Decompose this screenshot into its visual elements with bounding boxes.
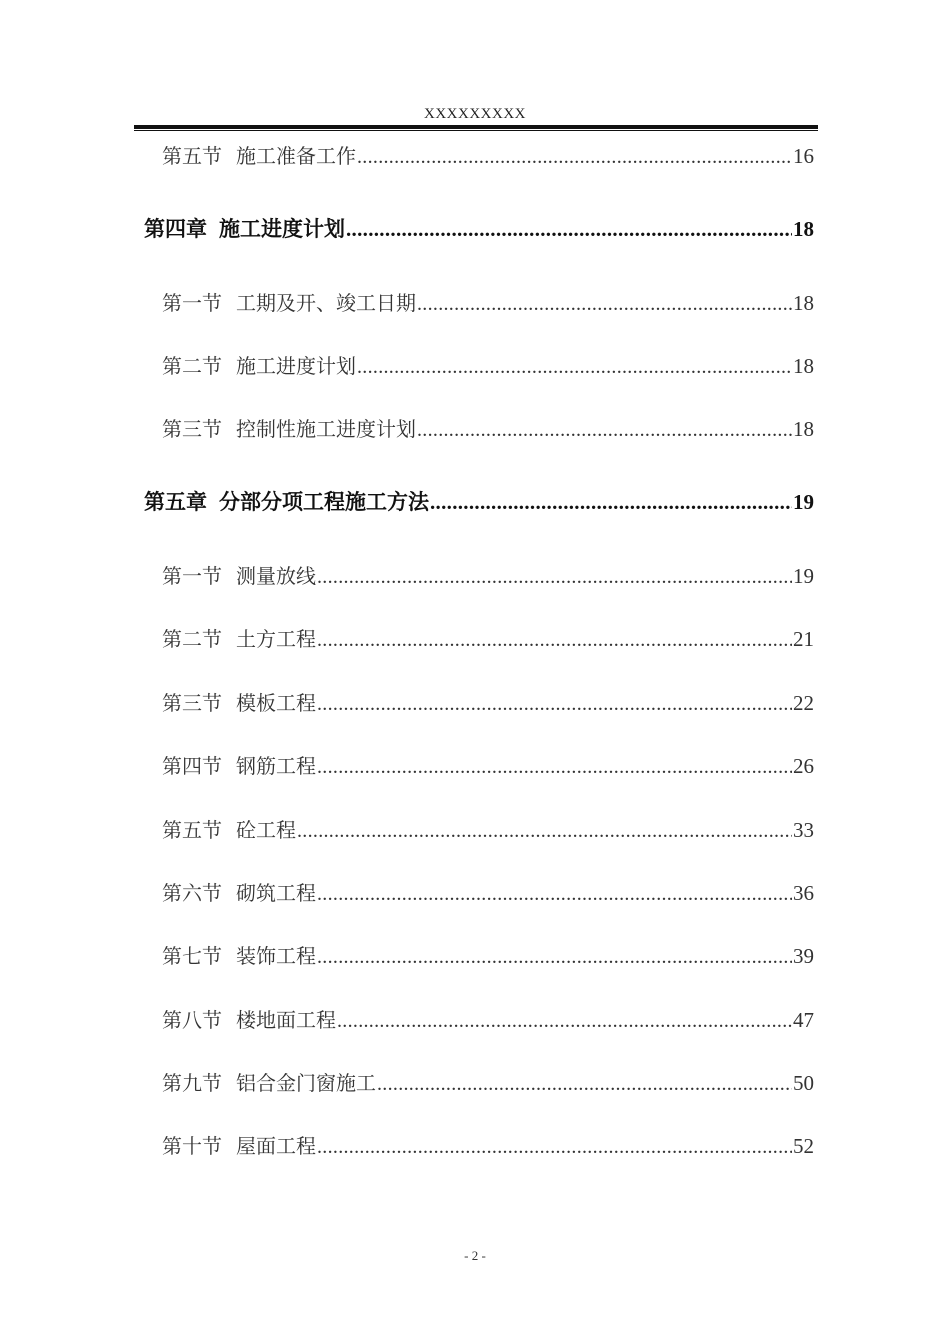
toc-leader-dots bbox=[430, 487, 792, 517]
toc-entry-title: 分部分项工程施工方法 bbox=[219, 489, 429, 514]
toc-entry-page: 19 bbox=[793, 490, 814, 514]
toc-leader-dots bbox=[357, 352, 792, 382]
toc-entry-title: 钢筋工程 bbox=[236, 754, 316, 778]
toc-entry-number: 第五章 bbox=[144, 489, 207, 514]
toc-entry-page: 47 bbox=[793, 1008, 814, 1032]
toc-entry-title: 施工进度计划 bbox=[219, 216, 345, 241]
toc-leader-dots bbox=[317, 625, 792, 655]
toc-chapter-entry[interactable] bbox=[144, 487, 814, 517]
toc-leader-dots bbox=[377, 1069, 792, 1099]
toc-entry[interactable] bbox=[162, 624, 814, 654]
toc-leader-dots bbox=[317, 752, 792, 782]
toc-entry-number: 第十节 bbox=[162, 1134, 222, 1158]
toc-entry-number: 第五节 bbox=[162, 818, 222, 842]
toc-entry-title: 屋面工程 bbox=[236, 1134, 316, 1158]
toc-entry-title: 施工准备工作 bbox=[236, 144, 356, 168]
toc-entry[interactable] bbox=[162, 414, 814, 444]
toc-entry-title: 控制性施工进度计划 bbox=[236, 417, 416, 441]
toc-entry[interactable] bbox=[162, 878, 814, 908]
toc-entry-title: 模板工程 bbox=[236, 691, 316, 715]
toc-entry-title: 装饰工程 bbox=[236, 944, 316, 968]
toc-entry-number: 第九节 bbox=[162, 1071, 222, 1095]
toc-entry[interactable] bbox=[162, 1068, 814, 1098]
header-rule bbox=[134, 125, 818, 131]
running-header: XXXXXXXXX bbox=[424, 106, 526, 122]
toc-entry[interactable] bbox=[162, 351, 814, 381]
toc-entry-page: 22 bbox=[793, 691, 814, 715]
toc-entry-number: 第八节 bbox=[162, 1008, 222, 1032]
toc-entry-page: 36 bbox=[793, 881, 814, 905]
toc-entry-page: 39 bbox=[793, 944, 814, 968]
toc-leader-dots bbox=[317, 1132, 792, 1162]
toc-entry-page: 18 bbox=[793, 291, 814, 315]
toc-entry-page: 19 bbox=[793, 564, 814, 588]
toc-entry[interactable] bbox=[162, 688, 814, 718]
toc-entry-page: 18 bbox=[793, 217, 814, 241]
toc-entry-number: 第一节 bbox=[162, 564, 222, 588]
toc-entry[interactable] bbox=[162, 815, 814, 845]
toc-entry-page: 21 bbox=[793, 627, 814, 651]
toc-entry[interactable] bbox=[162, 288, 814, 318]
toc-entry-number: 第二节 bbox=[162, 627, 222, 651]
toc-entry-title: 施工进度计划 bbox=[236, 354, 356, 378]
toc-entry-page: 16 bbox=[793, 144, 814, 168]
toc-entry-page: 33 bbox=[793, 818, 814, 842]
toc-entry[interactable] bbox=[162, 141, 814, 171]
toc-entry[interactable] bbox=[162, 561, 814, 591]
toc-entry-number: 第三节 bbox=[162, 691, 222, 715]
toc-leader-dots bbox=[337, 1006, 792, 1036]
toc-entry-page: 26 bbox=[793, 754, 814, 778]
toc-entry-number: 第四章 bbox=[144, 216, 207, 241]
toc-entry-number: 第六节 bbox=[162, 881, 222, 905]
toc-leader-dots bbox=[317, 942, 792, 972]
toc-entry[interactable] bbox=[162, 751, 814, 781]
toc-entry-title: 测量放线 bbox=[236, 564, 316, 588]
toc-entry-number: 第一节 bbox=[162, 291, 222, 315]
toc-entry-title: 土方工程 bbox=[236, 627, 316, 651]
toc-leader-dots bbox=[346, 214, 792, 244]
toc-leader-dots bbox=[357, 142, 792, 172]
toc-entry-number: 第三节 bbox=[162, 417, 222, 441]
toc-entry-title: 砼工程 bbox=[236, 818, 296, 842]
toc-entry-page: 18 bbox=[793, 354, 814, 378]
toc-leader-dots bbox=[417, 415, 792, 445]
toc-leader-dots bbox=[317, 689, 792, 719]
toc-entry-number: 第七节 bbox=[162, 944, 222, 968]
toc-leader-dots bbox=[317, 879, 792, 909]
toc-entry-number: 第五节 bbox=[162, 144, 222, 168]
toc-entry-number: 第四节 bbox=[162, 754, 222, 778]
toc-entry-page: 18 bbox=[793, 417, 814, 441]
page-number-footer: - 2 - bbox=[464, 1248, 486, 1263]
toc-entry-number: 第二节 bbox=[162, 354, 222, 378]
toc-entry-page: 52 bbox=[793, 1134, 814, 1158]
toc-entry-title: 工期及开、竣工日期 bbox=[236, 291, 416, 315]
toc-leader-dots bbox=[297, 816, 792, 846]
toc-entry-title: 楼地面工程 bbox=[236, 1008, 336, 1032]
toc-entry[interactable] bbox=[162, 941, 814, 971]
toc-entry-title: 铝合金门窗施工 bbox=[236, 1071, 376, 1095]
toc-leader-dots bbox=[417, 289, 792, 319]
toc-entry[interactable] bbox=[162, 1005, 814, 1035]
toc-chapter-entry[interactable] bbox=[144, 214, 814, 244]
toc-entry-page: 50 bbox=[793, 1071, 814, 1095]
toc-entry-title: 砌筑工程 bbox=[236, 881, 316, 905]
toc-entry[interactable] bbox=[162, 1131, 814, 1161]
toc-leader-dots bbox=[317, 562, 792, 592]
